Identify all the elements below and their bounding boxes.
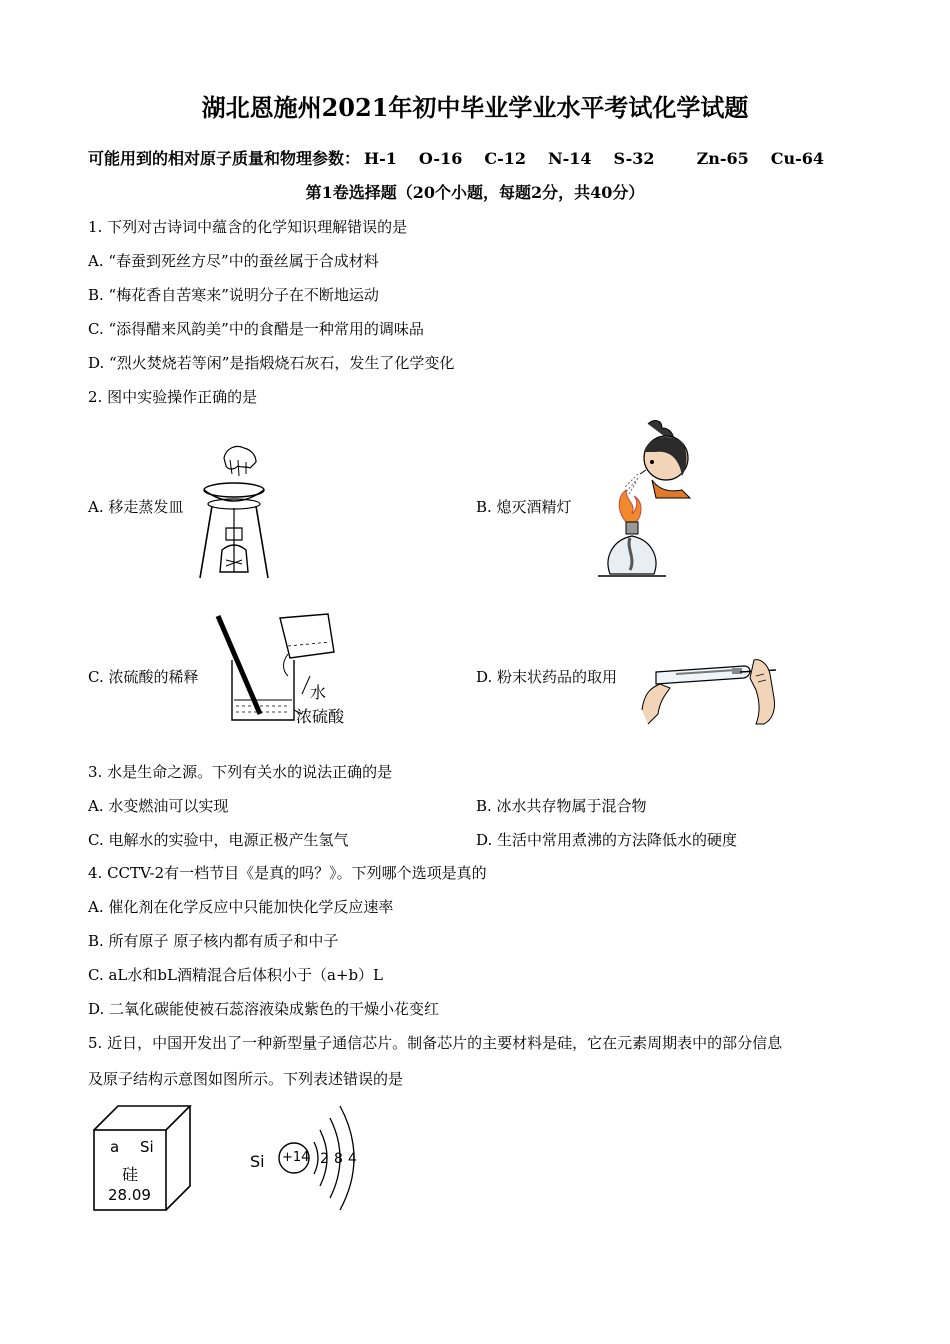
q4-option-c: C. aL水和bL酒精混合后体积小于（a+b）L (88, 966, 384, 984)
param-cu: Cu-64 (770, 149, 825, 168)
q1-option-d: D. “烈火焚烧若等闲”是指煅烧石灰石，发生了化学变化 (88, 354, 455, 372)
q3-option-a: A. 水变燃油可以实现 (88, 797, 229, 815)
element-mass: 28.09 (108, 1186, 151, 1204)
param-c: C-12 (484, 149, 526, 168)
q2-option-a-label: A. 移走蒸发皿 (88, 498, 184, 516)
atomic-mass-params (88, 146, 846, 169)
atom-nucleus: +14 (282, 1150, 310, 1165)
params-label: 可能用到的相对原子质量和物理参数： (88, 149, 361, 168)
q5-stem-line1: 5. 近日，中国开发出了一种新型量子通信芯片。制备芯片的主要材料是硅，它在元素周期表中的部分信息 (88, 1034, 783, 1052)
q2-option-b-label: B. 熄灭酒精灯 (476, 498, 572, 516)
param-o: O-16 (418, 149, 463, 168)
q4-stem: 4. CCTV-2有一档节目《是真的吗？》。下列哪个选项是真的 (88, 864, 487, 882)
alcohol-lamp-icon (596, 418, 696, 582)
q2-stem: 2. 图中实验操作正确的是 (88, 388, 258, 406)
param-h: H-1 (364, 149, 397, 168)
element-number: a (110, 1138, 120, 1156)
page-title: 湖北恩施州2021年初中毕业学业水平考试化学试题 (201, 93, 749, 122)
q2-option-c-label: C. 浓硫酸的稀释 (88, 668, 199, 686)
q1-option-a: A. “春蚕到死丝方尽”中的蚕丝属于合成材料 (88, 252, 379, 270)
param-n: N-14 (547, 149, 592, 168)
q4-option-d: D. 二氧化碳能使被石蕊溶液染成紫色的干燥小花变红 (88, 1000, 440, 1018)
atom-symbol: Si (250, 1152, 265, 1171)
q1-option-c: C. “添得醋来风韵美”中的食醋是一种常用的调味品 (88, 320, 424, 338)
q4-option-a: A. 催化剂在化学反应中只能加快化学反应速率 (88, 898, 394, 916)
q2-option-d-label: D. 粉末状药品的取用 (476, 668, 618, 686)
q3-option-b: B. 冰水共存物属于混合物 (476, 797, 647, 815)
evaporating-dish-icon (196, 440, 276, 582)
param-zn: Zn-65 (696, 149, 749, 168)
atom-shell-3: 4 (348, 1151, 357, 1167)
q4-option-b: B. 所有原子 原子核内都有质子和中子 (88, 932, 339, 950)
q3-option-c: C. 电解水的实验中，电源正极产生氢气 (88, 831, 349, 849)
dilution-water-label: 水 (310, 683, 327, 702)
q5-stem-line2: 及原子结构示意图如图所示。下列表述错误的是 (88, 1070, 404, 1088)
q1-option-b: B. “梅花香自苦寒来”说明分子在不断地运动 (88, 286, 379, 304)
q3-stem: 3. 水是生命之源。下列有关水的说法正确的是 (88, 763, 393, 781)
element-symbol: Si (140, 1138, 154, 1156)
element-name: 硅 (122, 1165, 139, 1184)
dilution-acid-label: 浓硫酸 (296, 707, 345, 726)
atom-shell-2: 8 (334, 1151, 343, 1167)
q1-stem: 1. 下列对古诗词中蕴含的化学知识理解错误的是 (88, 218, 408, 236)
q3-option-d: D. 生活中常用煮沸的方法降低水的硬度 (476, 831, 738, 849)
section-title: 第1卷选择题（20个小题，每题2分，共40分） (305, 183, 645, 202)
atom-shell-1: 2 (320, 1151, 329, 1167)
param-s: S-32 (613, 149, 655, 168)
test-tube-icon (636, 654, 786, 726)
